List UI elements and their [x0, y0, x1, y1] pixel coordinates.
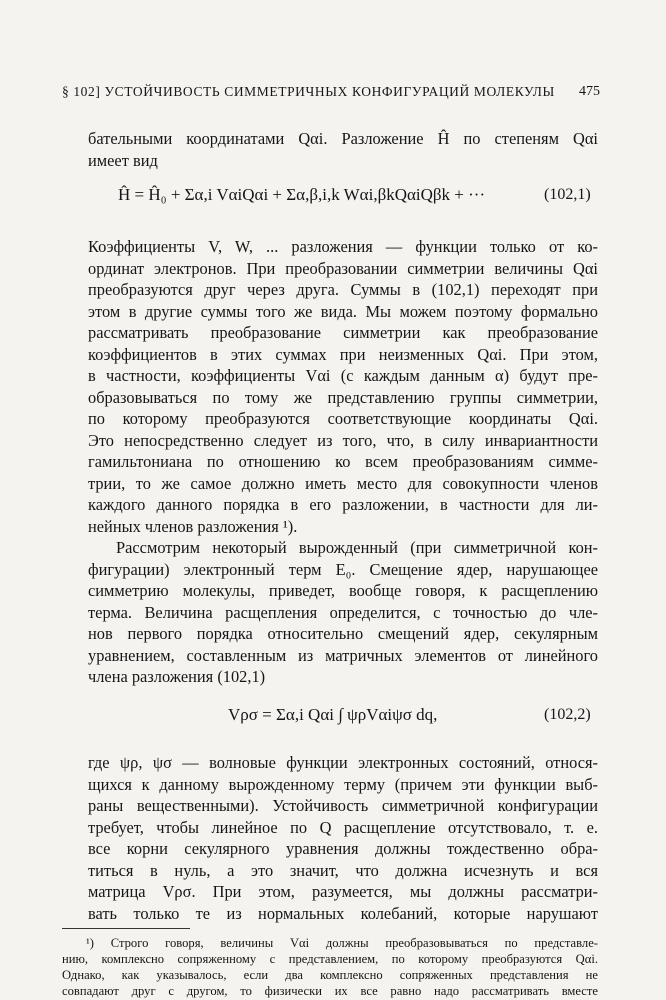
text-line: бательными координатами Qαi. Разложение Ĥ по степеням Qαi [88, 129, 598, 148]
equation-102-2: Vρσ = Σα,i Qαi ∫ ψρVαiψσ dq, [228, 705, 438, 724]
equation-number-102-2: (102,2) [544, 706, 591, 723]
text-line: в частности, коэффициенты Vαi (с каждым данным α) будут пре- [88, 366, 598, 385]
text-line: все корни секулярного уравнения должны тождественно обра- [88, 839, 598, 858]
text-line: члена разложения (102,1) [88, 667, 266, 686]
text-line: коэффициентов в этих суммах при неизменных Qαi. При этом, [88, 344, 598, 364]
header-section: § 102] [62, 84, 101, 99]
text-line: где ψρ, ψσ — волновые функции электронных состояний, относя- [88, 753, 598, 772]
text-line: фигурации) электронный терм E₀. Смещение ядер, нарушающее [88, 559, 598, 579]
footnote-line: Однако, как указывалось, если два комплексно сопряженных представления не [62, 968, 598, 982]
text-line: преобразуются друг через друга. Суммы в (102,1) переходят при [88, 280, 598, 299]
text-line: образовываться по тому же представлению группы симметрии, [88, 387, 598, 407]
text-line: трии, то же самое должно иметь место для совокупности членов [88, 473, 598, 493]
text-line: терма. Величина расщепления определится, с точностью до чле- [88, 602, 598, 622]
text-line: требует, чтобы линейное по Q расщепление отсутствовало, т. е. [88, 817, 598, 837]
equation-102-1: Ĥ = Ĥ₀ + Σα,i VαiQαi + Σα,β,i,k Wαi,βkQαiQβk + ··· [118, 185, 486, 204]
text-line: имеет вид [88, 151, 158, 170]
footnote-line: нию, комплексно сопряженному с представлением, по которому преобразуются Qαi. [62, 952, 598, 966]
text-line: титься в нуль, а это значит, что должна исчезнуть и вся [88, 860, 598, 880]
text-line: матрица Vρσ. При этом, разумеется, мы должны рассматри- [88, 882, 598, 901]
page-number: 475 [579, 84, 600, 99]
text-line: щихся к данному вырожденному терму (причем эти функции выб- [88, 774, 598, 794]
text-line: каждого данного порядка в его разложении, в частности для ли- [88, 495, 598, 514]
footnote-line: совпадают друг с другом, то физически их все равно надо рассматривать вместе [62, 984, 598, 998]
text-line: симметрию молекулы, приведет, вообще говоря, к расщеплению [88, 581, 598, 600]
footnote-rule [62, 928, 190, 929]
text-line: рассматривать преобразование симметрии как преобразование [88, 323, 598, 342]
equation-number-102-1: (102,1) [544, 186, 591, 203]
header-title: УСТОЙЧИВОСТЬ СИММЕТРИЧНЫХ КОНФИГУРАЦИЙ МОЛЕКУЛЫ [104, 84, 555, 99]
text-line: гамильтониана по отношению ко всем преобразованиям симме- [88, 452, 598, 471]
text-line: Коэффициенты V, W, ... разложения — функции только от ко- [88, 237, 598, 256]
header-section-title [62, 84, 555, 100]
text-line: ординат электронов. При преобразовании симметрии величины Qαi [88, 258, 598, 278]
text-line: этом в другие суммы того же вида. Мы можем поэтому формально [88, 301, 598, 321]
text-line: по которому преобразуются соответствующие координаты Qαi. [88, 409, 598, 428]
text-line: Это непосредственно следует из того, что, в силу инвариантности [88, 430, 598, 450]
text-line: уравнением, составленным из матричных элементов от линейного [88, 645, 598, 665]
text-line: раны вещественными). Устойчивость симметричной конфигурации [88, 796, 598, 815]
text-line: вать только те из нормальных колебаний, которые нарушают [88, 903, 598, 923]
text-line: нейных членов разложения ¹). [88, 516, 298, 536]
text-line: нов первого порядка относительно смещений ядер, секулярным [88, 624, 598, 643]
footnote-line: ¹) Строго говоря, величины Vαi должны преобразовываться по представле- [86, 936, 598, 950]
text-line: Рассмотрим некоторый вырожденный (при симметричной кон- [116, 538, 598, 557]
